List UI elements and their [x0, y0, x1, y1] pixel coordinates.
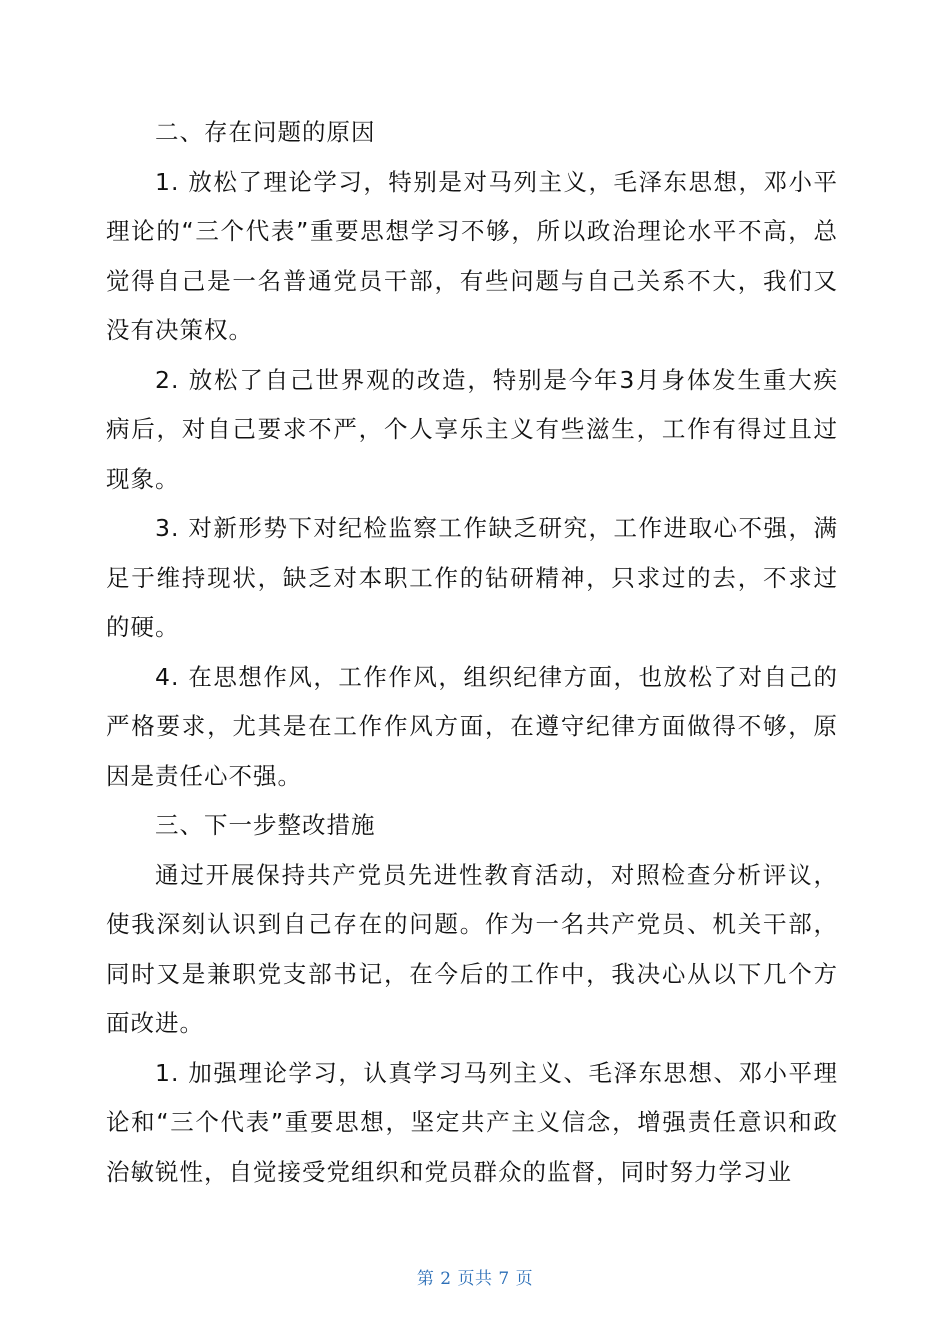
cause-item-1: 1. 放松了理论学习，特别是对马列主义，毛泽东思想，邓小平理论的“三个代表”重要思想学习不够，所以政治理论水平不高，总觉得自己是一名普通党员干部，有些问题与自己关系不大，我们又没有决策权。 — [106, 167, 838, 344]
cause-item-4: 4. 在思想作风，工作作风，组织纪律方面，也放松了对自己的严格要求，尤其是在工作作风方面，在遵守纪律方面做得不够，原因是责任心不强。 — [106, 662, 838, 790]
measures-intro: 通过开展保持共产党员先进性教育活动，对照检查分析评议，使我深刻认识到自己存在的问题。作为一名共产党员、机关干部，同时又是兼职党支部书记，在今后的工作中，我决心从以下几个方面改进。 — [106, 860, 838, 1037]
cause-item-3: 3. 对新形势下对纪检监察工作缺乏研究，工作进取心不强，满足于维持现状，缺乏对本职工作的钻研精神，只求过的去，不求过的硬。 — [106, 514, 838, 641]
cause-item-2: 2. 放松了自己世界观的改造，特别是今年3月身体发生重大疾病后，对自己要求不严，个人享乐主义有些滋生，工作有得过且过现象。 — [106, 365, 838, 493]
section-heading-causes: 二、存在问题的原因 — [155, 118, 376, 146]
section-heading-measures: 三、下一步整改措施 — [155, 811, 376, 839]
page-number-footer: 第 2 页共 7 页 — [416, 1269, 534, 1289]
measure-item-1: 1. 加强理论学习，认真学习马列主义、毛泽东思想、邓小平理论和“三个代表”重要思想，坚定共产主义信念，增强责任意识和政治敏锐性，自觉接受党组织和党员群众的监督，同时努力学习业 — [106, 1058, 838, 1186]
document-body — [106, 108, 838, 1197]
